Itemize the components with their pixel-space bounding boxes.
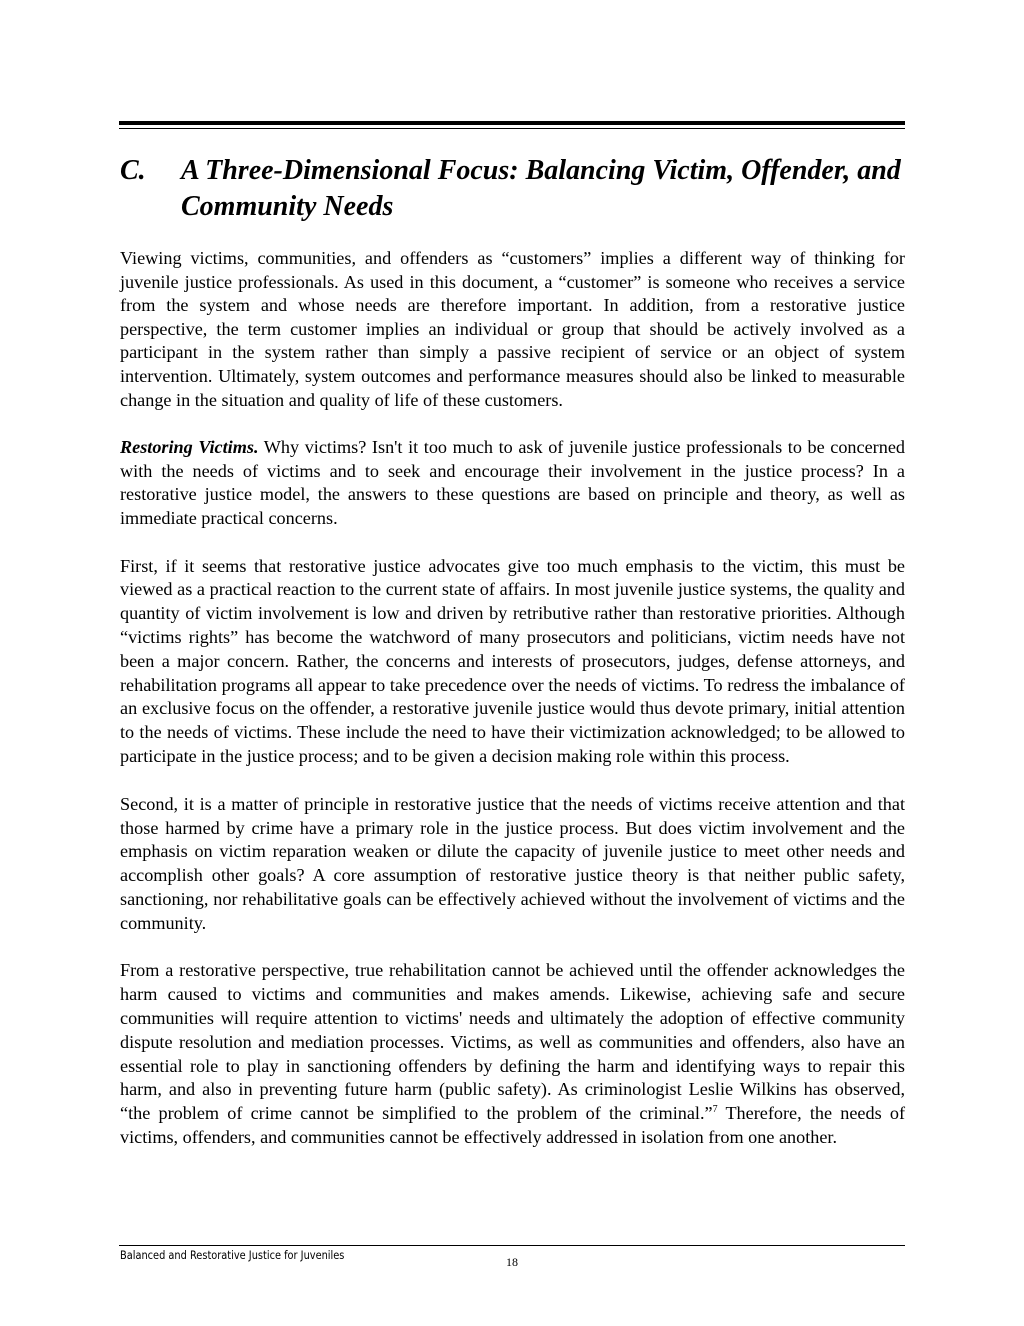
footnote-marker: 7 [712,1104,718,1116]
section-title: A Three-Dimensional Focus: Balancing Victim, Offender, and Community Needs [181,155,901,222]
header-rule-thick [119,121,905,125]
document-body [120,247,905,1174]
paragraph-first: First, if it seems that restorative justice advocates give too much emphasis to the victim, this must be viewed as a practical reaction to the current state of affairs. In most juvenile justice systems, the quality and quantity of victim involvement is low and driven by retributive rather than restorative priorities. Although “victims rights” has become the watchword of many prosecutors and politicians, victim needs have not been a major concern. Rather, the concerns and interests of prosecutors, judges, defense attorneys, and rehabilitation programs all appear to take precedence over the needs of victims. To redress the imbalance of an exclusive focus on the offender, a restorative juvenile justice would thus devote primary, initial attention to the needs of victims. These include the need to have their victimization acknowledged; to be allowed to participate in the justice process; and to be given a decision making role within this process. [120,555,905,766]
header-rule-thin [119,128,905,129]
section-letter: C. [120,155,146,186]
runin-heading-restoring-victims: Restoring Victims. [120,437,259,458]
paragraph-restorative-perspective-tail: Therefore, the needs of victims, offenders, and communities cannot be effectively addressed in isolation from one another. [120,1103,905,1148]
page-number: 18 [506,1255,518,1269]
paragraph-customers: Viewing victims, communities, and offenders as “customers” implies a different way of thinking for juvenile justice professionals. As used in this document, a “customer” is someone who receives a service from the system and whose needs are therefore important. In addition, from a restorative justice perspective, the term customer implies an individual or group that should be actively involved as a participant in the system rather than simply a passive recipient of service or an object of system intervention. Ultimately, system outcomes and performance measures should also be linked to measurable change in the situation and quality of life of these customers. [120,248,905,410]
paragraph-second: Second, it is a matter of principle in restorative justice that the needs of victims receive attention and that those harmed by crime have a primary role in the justice process. But does victim involvement and the emphasis on victim reparation weaken or dilute the capacity of juvenile justice to meet other needs and accomplish other goals? A core assumption of restorative justice theory is that neither public safety, sanctioning, nor rehabilitative goals can be effectively achieved without the involvement of victims and the community. [120,793,905,933]
footer-rule [119,1245,905,1246]
paragraph-restorative-perspective-text: From a restorative perspective, true rehabilitation cannot be achieved until the offender acknowledges the harm caused to victims and communities and makes amends. Likewise, achieving safe and secure communities will require attention to victims' needs and ultimately the adoption of effective community dispute resolution and mediation processes. Victims, as well as communities and offenders, also have an essential role to play in sanctioning offenders by defining the harm and identifying ways to repair this harm, and also in preventing future harm (public safety). As criminologist Leslie Wilkins has observed, “the problem of crime cannot be simplified to the problem of the criminal.” [120,960,905,1124]
paragraph-restoring-victims [120,436,905,530]
paragraph-restoring-victims-text: Why victims? Isn't it too much to ask of juvenile justice professionals to be concerned with the needs of victims and to seek and encourage their involvement in the justice process? In a restorative justice model, the answers to these questions are based on principle and theory, as well as immediate practical concerns. [120,437,905,528]
footer-title: Balanced and Restorative Justice for Juveniles [120,1248,345,1262]
paragraph-restorative-perspective [120,959,905,1149]
